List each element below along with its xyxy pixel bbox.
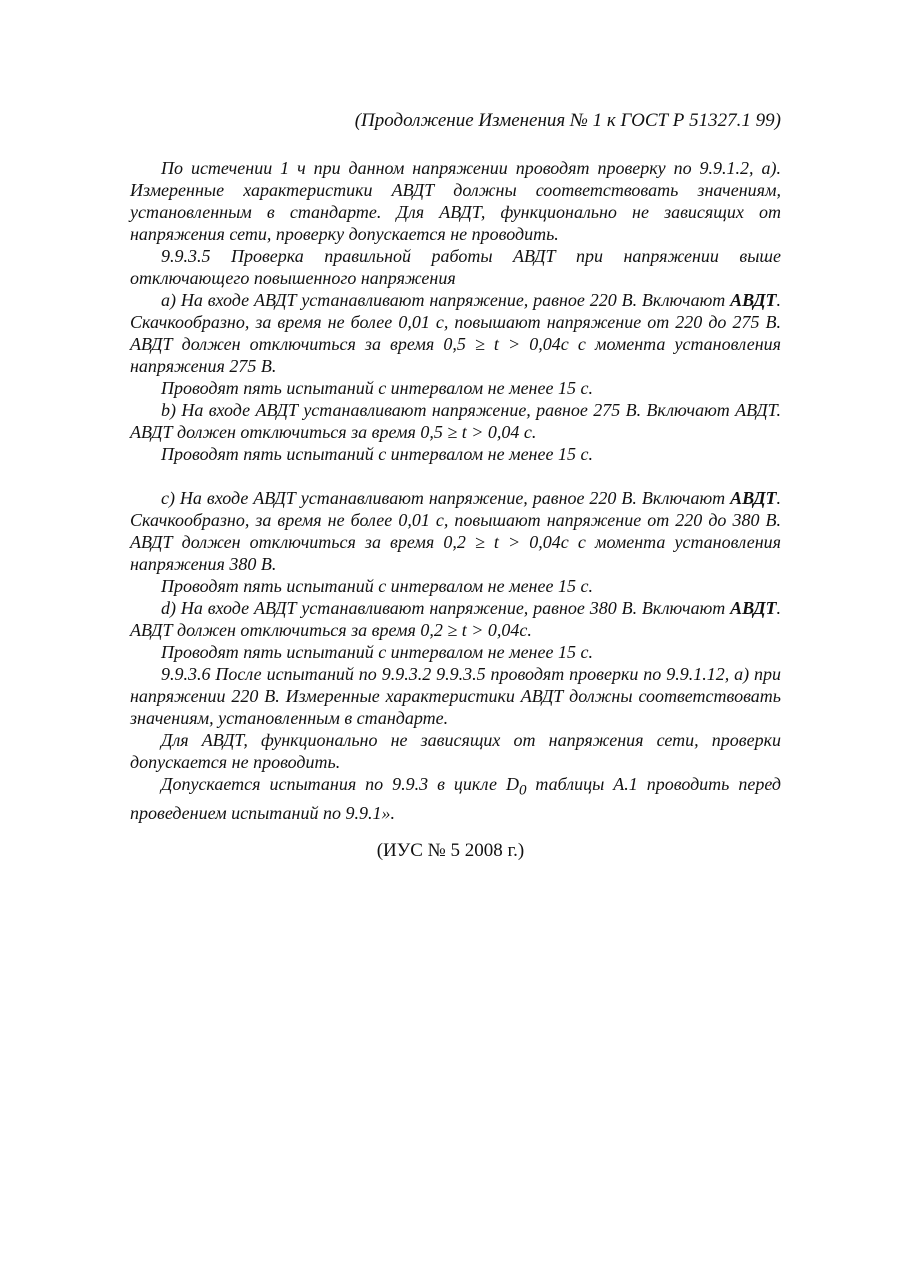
paragraph-tests-2: Проводят пять испытаний с интервалом не менее 15 с. <box>161 444 593 464</box>
item-a-text: а) На входе АВДТ устанавливают напряжение, равное 220 В. Включают <box>161 290 731 310</box>
paragraph-tests-3: Проводят пять испытаний с интервалом не менее 15 с. <box>161 576 593 596</box>
item-d-bold: АВДТ <box>730 598 777 618</box>
paragraph-1: По истечении 1 ч при данном напряжении проводят проверку по 9.9.1.2, а). Измеренные характеристики АВДТ должны соответствовать значениям, установленным в стандарте. Для АВДТ, функционально не зависящих от напряжения сети, проверку допускается не проводить. <box>130 158 781 244</box>
paragraph-exemption: Для АВДТ, функционально не зависящих от напряжения сети, проверки допускается не проводить. <box>130 730 781 772</box>
item-a-bold: АВДТ <box>730 290 777 310</box>
item-c-rest: . Скачкообразно, за время не более 0,01 с, повышают напряжение от 220 до 380 В. АВДТ должен отключиться за время 0,2 ≥ t > 0,04с с момента установления напряжения 380 В. <box>130 488 781 574</box>
paragraph-tests-4: Проводят пять испытаний с интервалом не менее 15 с. <box>161 642 593 662</box>
final-subscript: 0 <box>518 782 527 799</box>
paragraph-section-9-9-3-6: 9.9.3.6 После испытаний по 9.9.3.2 9.9.3.5 проводят проверки по 9.9.1.12, а) при напряжении 220 В. Измеренные характеристики АВДТ должны соответствовать значениям, установленным в стандарте. <box>130 664 781 728</box>
page-footer: (ИУС № 5 2008 г.) <box>376 840 525 861</box>
paragraph-item-d <box>130 597 781 641</box>
item-a-rest: . Скачкообразно, за время не более 0,01 с, повышают напряжение от 220 до 275 В. АВДТ должен отключиться за время 0,5 ≥ t > 0,04с с момента установления напряжения 275 В. <box>130 290 781 376</box>
item-d-text: d) На входе АВДТ устанавливают напряжение, равное 380 В. Включают <box>161 598 731 618</box>
paragraph-item-c <box>130 487 781 575</box>
final-rest: таблицы А.1 проводить перед проведением испытаний по 9.9.1». <box>130 774 781 823</box>
paragraph-section-9-9-3-5: 9.9.3.5 Проверка правильной работы АВДТ при напряжении выше отключающего повышенного напряжения <box>130 246 781 288</box>
item-d-rest: . АВДТ должен отключиться за время 0,2 ≥ t > 0,04с. <box>130 598 781 640</box>
paragraph-final <box>130 773 781 824</box>
paragraph-tests-1: Проводят пять испытаний с интервалом не менее 15 с. <box>161 378 593 398</box>
page-header: (Продолжение Изменения № 1 к ГОСТ Р 51327.1 99) <box>354 110 781 131</box>
paragraph-item-b: b) На входе АВДТ устанавливают напряжение, равное 275 В. Включают АВДТ. АВДТ должен отключиться за время 0,5 ≥ t > 0,04 с. <box>130 400 781 442</box>
paragraph-item-a <box>130 289 781 377</box>
document-body <box>130 157 781 824</box>
item-c-bold: АВДТ <box>730 488 777 508</box>
item-c-text: с) На входе АВДТ устанавливают напряжение, равное 220 В. Включают <box>161 488 731 508</box>
final-text: Допускается испытания по 9.9.3 в цикле D <box>161 774 519 794</box>
